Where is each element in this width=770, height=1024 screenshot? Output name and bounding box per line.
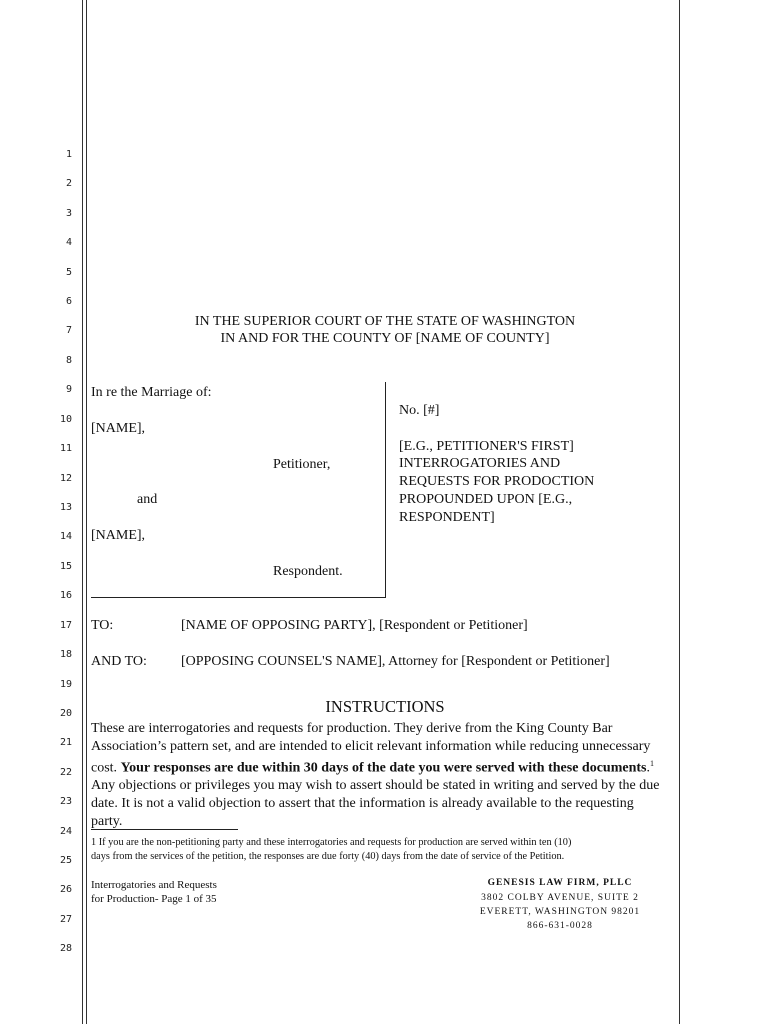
- and-to-label: AND TO:: [91, 654, 147, 669]
- caption-petitioner-label: Petitioner,: [273, 457, 331, 472]
- line-number: 12: [59, 473, 72, 484]
- document-title-line: RESPONDENT]: [399, 510, 495, 525]
- line-number: 11: [59, 443, 72, 454]
- caption-and: and: [137, 492, 158, 507]
- line-number: 26: [59, 884, 72, 895]
- line-number: 14: [59, 531, 72, 542]
- line-number: 27: [59, 914, 72, 925]
- line-number: 6: [65, 296, 72, 307]
- line-number: 16: [59, 590, 72, 601]
- line-number: 23: [59, 796, 72, 807]
- line-number: 19: [59, 679, 72, 690]
- court-heading-line1: IN THE SUPERIOR COURT OF THE STATE OF WASHINGTON: [194, 314, 576, 329]
- firm-phone: 866-631-0028: [527, 921, 593, 931]
- line-number: 2: [65, 178, 72, 189]
- footnote-line2: days from the services of the petition, the responses are due forty (40) days from the date of service of the Petition.: [91, 851, 565, 862]
- line-number: 15: [59, 561, 72, 572]
- firm-address2: EVERETT, WASHINGTON 98201: [479, 907, 641, 917]
- caption-name-respondent: [NAME],: [91, 528, 146, 543]
- line-number: 22: [59, 767, 72, 778]
- firm-address1: 3802 COLBY AVENUE, SUITE 2: [481, 893, 639, 903]
- line-number: 10: [59, 414, 72, 425]
- line-number: 17: [59, 620, 72, 631]
- and-to-value: [OPPOSING COUNSEL'S NAME], Attorney for [Respondent or Petitioner]: [181, 654, 610, 669]
- line-number: 3: [65, 208, 72, 219]
- case-number: No. [#]: [399, 403, 440, 418]
- footnote-line1: 1 If you are the non-petitioning party and these interrogatories and requests for production are served within ten (10): [91, 837, 572, 848]
- footer-page-label-line2: for Production- Page 1 of 35: [91, 893, 217, 905]
- instructions-text: These are interrogatories and requests for production. They derive from the King County Bar Association’s pattern set, and are intended to elicit relevant information while reducing unnecessary cost.: [91, 721, 651, 776]
- line-number: 24: [59, 826, 72, 837]
- document-title-line: PROPOUNDED UPON [E.G.,: [399, 492, 573, 507]
- caption-name-petitioner: [NAME],: [91, 421, 146, 436]
- line-number: 28: [59, 943, 72, 954]
- firm-name: GENESIS LAW FIRM, PLLC: [487, 878, 633, 888]
- line-number: 18: [59, 649, 72, 660]
- right-margin-rule: [679, 0, 680, 1024]
- left-margin-rule-inner: [86, 0, 87, 1024]
- instructions-deadline-text: Your responses are due within 30 days of the date you were served with these documents: [120, 760, 647, 776]
- footnote-separator: [91, 829, 238, 830]
- line-number: 20: [59, 708, 72, 719]
- line-number: 8: [65, 355, 72, 366]
- footnote-reference[interactable]: 1: [649, 759, 654, 769]
- to-label: TO:: [91, 618, 114, 633]
- line-number: 13: [59, 502, 72, 513]
- line-number: 1: [65, 149, 72, 160]
- line-number: 21: [59, 737, 72, 748]
- line-number: 5: [65, 267, 72, 278]
- instructions-text: Any objections or privileges you may wish to assert should be stated in writing and served by the due date. It is not a valid objection to assert that the information is already available to the requesting party.: [91, 778, 660, 829]
- caption-respondent-label: Respondent.: [273, 564, 343, 579]
- to-value: [NAME OF OPPOSING PARTY], [Respondent or Petitioner]: [181, 618, 528, 633]
- instructions-paragraph: [91, 720, 666, 830]
- line-number: 25: [59, 855, 72, 866]
- document-title-line: REQUESTS FOR PRODOCTION: [399, 474, 595, 489]
- instructions-text: .: [646, 760, 650, 776]
- court-heading-line2: IN AND FOR THE COUNTY OF [NAME OF COUNTY]: [220, 331, 550, 346]
- footer-page-label-line1: Interrogatories and Requests: [91, 879, 217, 891]
- line-number: 9: [65, 384, 72, 395]
- caption-in-re: In re the Marriage of:: [91, 385, 212, 400]
- left-margin-rule-outer: [82, 0, 83, 1024]
- line-number: 4: [65, 237, 72, 248]
- instructions-heading: INSTRUCTIONS: [325, 697, 445, 716]
- document-title-line: [E.G., PETITIONER'S FIRST]: [399, 439, 574, 454]
- line-number: 7: [65, 325, 72, 336]
- document-title-line: INTERROGATORIES AND: [399, 456, 561, 471]
